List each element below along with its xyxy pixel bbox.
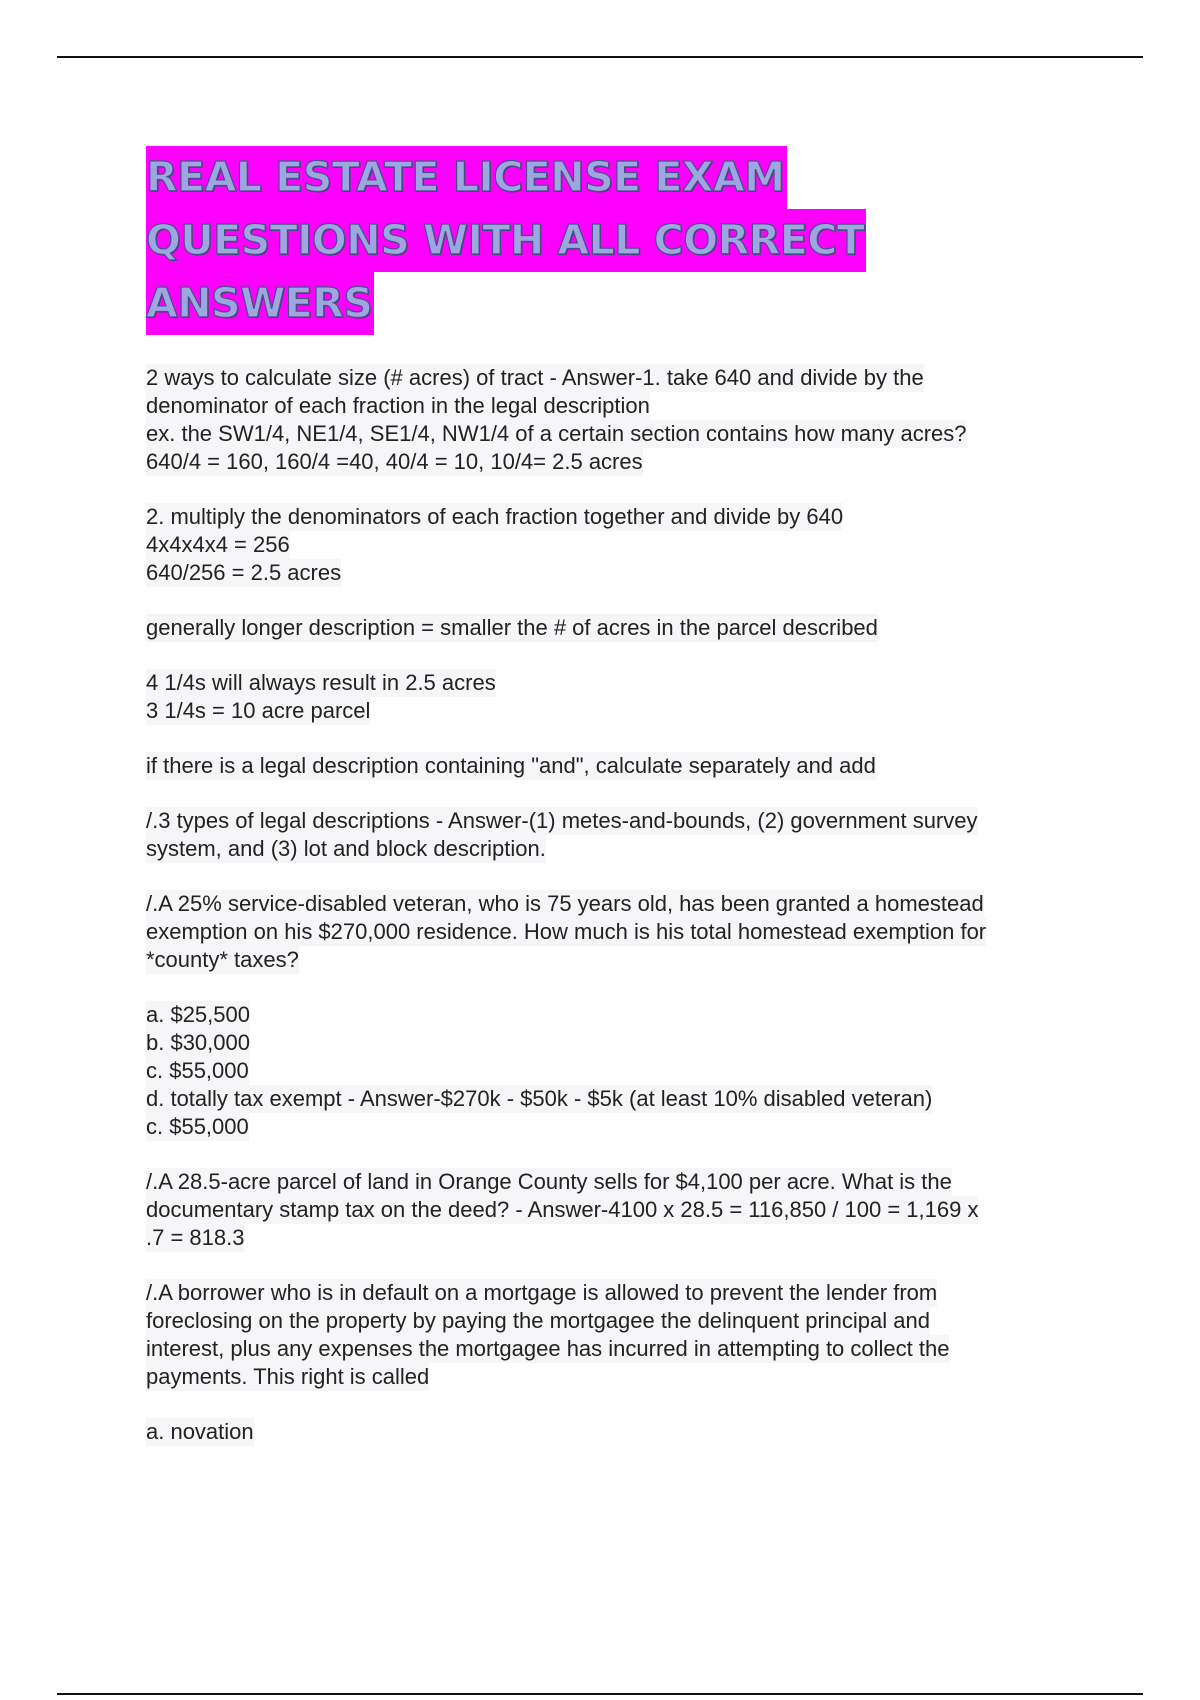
paragraph [146,614,1086,642]
title-line: QUESTIONS WITH ALL CORRECT [146,209,866,272]
text-line: foreclosing on the property by paying the mortgagee the delinquent principal and [146,1308,930,1333]
text-line: payments. This right is called [146,1364,430,1389]
text-line: 3 1/4s = 10 acre parcel [146,698,371,723]
paragraph [146,752,1086,780]
text-line: denominator of each fraction in the legal description [146,393,650,418]
document-body [146,364,1086,1473]
answer-options [146,1418,1086,1446]
text-line: *county* taxes? [146,947,299,972]
text-line: 2. multiply the denominators of each fraction together and divide by 640 [146,504,844,529]
title-line: ANSWERS [146,272,374,335]
text-line: /.A 25% service-disabled veteran, who is 75 years old, has been granted a homestead [146,891,984,916]
title-line: REAL ESTATE LICENSE EXAM [146,146,787,209]
text-line: /.A borrower who is in default on a mortgage is allowed to prevent the lender from [146,1280,938,1305]
option-line: c. $55,000 [146,1058,249,1083]
text-line: 4x4x4x4 = 256 [146,532,290,557]
option-line: c. $55,000 [146,1114,249,1139]
paragraph [146,669,1086,725]
option-line: b. $30,000 [146,1030,250,1055]
option-line: d. totally tax exempt - Answer-$270k - $50k - $5k (at least 10% disabled veteran) [146,1086,933,1111]
text-line: if there is a legal description containing "and", calculate separately and add [146,753,876,778]
text-line: 4 1/4s will always result in 2.5 acres [146,670,496,695]
text-line: /.A 28.5-acre parcel of land in Orange County sells for $4,100 per acre. What is the [146,1169,952,1194]
paragraph [146,807,1086,863]
paragraph [146,1168,1086,1252]
text-line: 640/256 = 2.5 acres [146,560,342,585]
text-line: generally longer description = smaller the # of acres in the parcel described [146,615,878,640]
top-divider [57,56,1143,58]
paragraph [146,890,1086,974]
text-line: /.3 types of legal descriptions - Answer-(1) metes-and-bounds, (2) government survey [146,808,978,833]
paragraph [146,503,1086,587]
text-line: ex. the SW1/4, NE1/4, SE1/4, NW1/4 of a certain section contains how many acres? [146,421,967,446]
paragraph [146,1279,1086,1391]
document-title [146,146,1046,335]
option-line: a. novation [146,1419,254,1444]
text-line: interest, plus any expenses the mortgagee has incurred in attempting to collect the [146,1336,950,1361]
text-line: 640/4 = 160, 160/4 =40, 40/4 = 10, 10/4= 2.5 acres [146,449,643,474]
text-line: 2 ways to calculate size (# acres) of tract - Answer-1. take 640 and divide by the [146,365,924,390]
bottom-divider [57,1693,1143,1695]
answer-options [146,1001,1086,1141]
text-line: documentary stamp tax on the deed? - Answer-4100 x 28.5 = 116,850 / 100 = 1,169 x [146,1197,979,1222]
paragraph [146,364,1086,476]
text-line: exemption on his $270,000 residence. How much is his total homestead exemption for [146,919,987,944]
option-line: a. $25,500 [146,1002,250,1027]
text-line: .7 = 818.3 [146,1225,245,1250]
text-line: system, and (3) lot and block description. [146,836,546,861]
